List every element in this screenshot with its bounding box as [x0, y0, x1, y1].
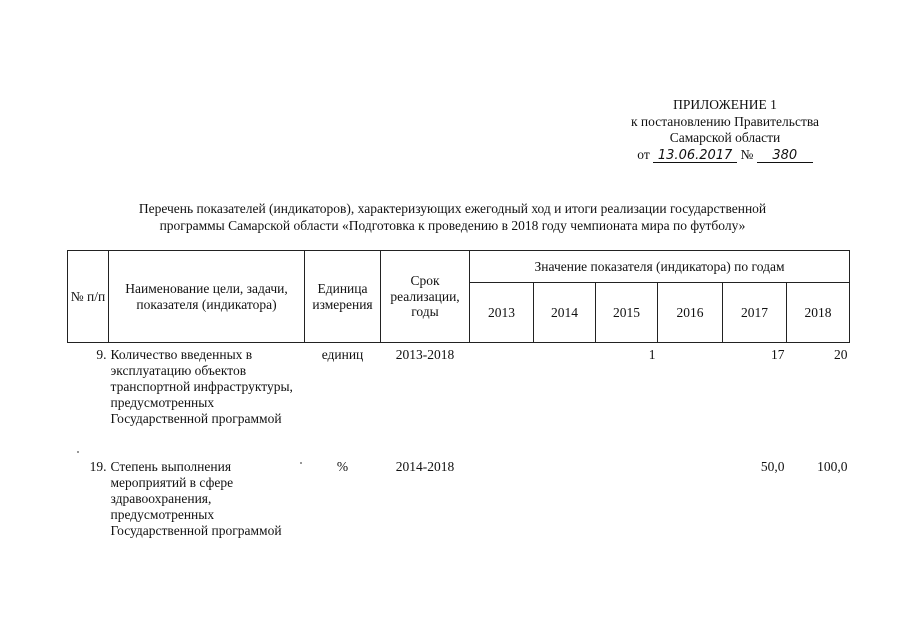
row-term: 2013-2018 — [395, 347, 455, 362]
row-value — [470, 459, 534, 539]
order-reference — [637, 147, 813, 164]
header-unit: Единица измерения — [305, 251, 381, 343]
document-title-line-2: программы Самарской области «Подготовка к проведению в 2018 году чемпионата мира по футболу» — [159, 218, 746, 233]
appendix-line-2: Самарской области — [669, 130, 781, 145]
scan-speck — [77, 451, 79, 453]
header-num: № п/п — [68, 251, 109, 343]
row-name: Степень выполнения мероприятий в сфере здравоохранения, предусмотренных Государственной программой — [110, 459, 282, 538]
header-year: 2017 — [723, 283, 787, 343]
row-term: 2014-2018 — [395, 459, 455, 474]
header-name: Наименование цели, задачи, показателя (индикатора) — [109, 251, 305, 343]
header-year: 2016 — [658, 283, 723, 343]
header-values-group: Значение показателя (индикатора) по годам — [470, 251, 850, 283]
row-num: 9. — [96, 347, 107, 362]
row-num: 19. — [89, 459, 107, 474]
header-year: 2015 — [596, 283, 658, 343]
table-row — [68, 343, 850, 460]
appendix-block — [560, 97, 890, 163]
row-value: 100,0 — [817, 459, 848, 474]
number-label: № — [740, 146, 754, 162]
row-value: 17 — [771, 347, 785, 362]
row-unit: % — [336, 459, 349, 474]
row-value — [658, 343, 723, 460]
header-term: Срок реализации, годы — [381, 251, 470, 343]
scan-speck — [300, 462, 302, 464]
order-number: 380 — [757, 149, 813, 163]
row-value — [658, 459, 723, 539]
row-value: 1 — [648, 347, 656, 362]
row-value: 50,0 — [760, 459, 785, 474]
header-year: 2013 — [470, 283, 534, 343]
from-label: от — [637, 146, 650, 162]
row-unit: единиц — [321, 347, 364, 362]
row-value — [534, 343, 596, 460]
appendix-title: ПРИЛОЖЕНИЕ 1 — [673, 97, 777, 112]
header-year: 2018 — [787, 283, 850, 343]
header-year: 2014 — [534, 283, 596, 343]
row-value — [534, 459, 596, 539]
row-value — [596, 459, 658, 539]
table-row — [68, 459, 850, 539]
indicators-table — [67, 250, 850, 539]
row-value — [470, 343, 534, 460]
row-value: 20 — [834, 347, 848, 362]
row-name: Количество введенных в эксплуатацию объектов транспортной инфраструктуры, предусмотренных Государственной программой — [110, 347, 293, 426]
document-title — [40, 200, 865, 234]
document-title-line-1: Перечень показателей (индикаторов), характеризующих ежегодный ход и итоги реализации государственной — [138, 201, 767, 216]
appendix-line-1: к постановлению Правительства — [630, 113, 820, 129]
order-date: 13.06.2017 — [653, 149, 737, 163]
